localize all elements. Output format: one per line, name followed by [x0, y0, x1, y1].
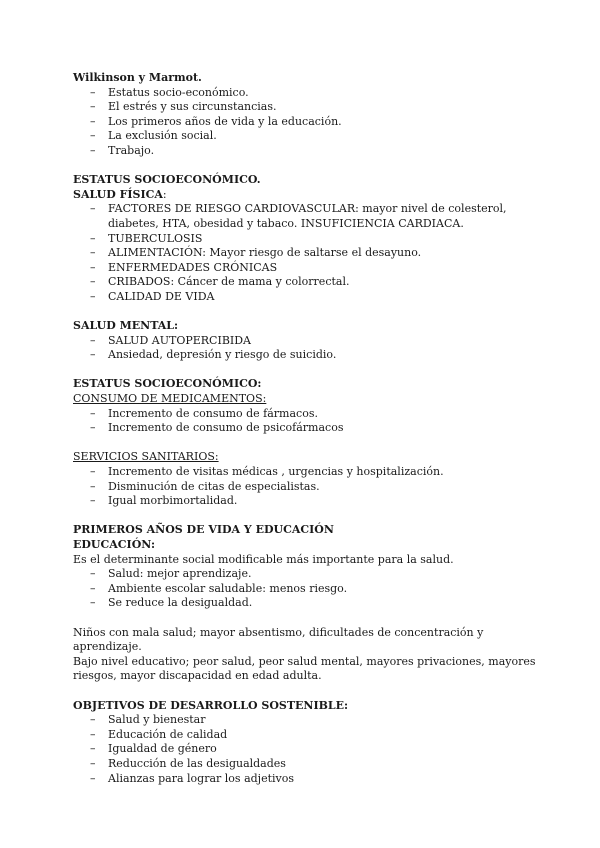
- ods-list: [73, 713, 540, 786]
- list-item: – Salud: mejor aprendizaje.: [90, 567, 252, 581]
- list-item: – Alianzas para lograr los adjetivos: [90, 771, 295, 785]
- list-item: – Los primeros años de vida y la educación.: [90, 114, 342, 128]
- list-item: – SALUD AUTOPERCIBIDA: [90, 333, 252, 347]
- subheading-educacion: EDUCACIÓN:: [73, 538, 156, 551]
- list-item: – Ambiente escolar saludable: menos riesgo.: [90, 581, 348, 595]
- dash-marker: –: [90, 567, 96, 581]
- dash-marker: –: [90, 742, 96, 756]
- dash-marker: –: [90, 289, 96, 303]
- subheading-servicios-sanitarios: SERVICIOS SANITARIOS:: [73, 450, 219, 464]
- list-item: – Incremento de consumo de fármacos.: [90, 406, 318, 420]
- dash-marker: –: [90, 727, 96, 741]
- educacion-list: [73, 567, 540, 611]
- list-item: – Igual morbimortalidad.: [90, 494, 238, 508]
- paragraph-bajo-nivel: Bajo nivel educativo; peor salud, peor salud mental, mayores privaciones, mayores riesgos, mayor discapacidad en edad adulta.: [73, 654, 536, 683]
- dash-marker: –: [90, 756, 96, 770]
- list-item: – TUBERCULOSIS: [90, 231, 203, 245]
- dash-marker: –: [90, 100, 96, 114]
- list-item: – FACTORES DE RIESGO CARDIOVASCULAR: mayor nivel de colesterol, diabetes, HTA, obesidad y tabaco. INSUFICIENCIA CARDIACA.: [90, 202, 507, 230]
- medicamentos-list: [73, 407, 540, 436]
- list-item: – Ansiedad, depresión y riesgo de suicidio.: [90, 348, 337, 362]
- list-item: – Incremento de visitas médicas , urgencias y hospitalización.: [90, 465, 444, 479]
- dash-marker: –: [90, 85, 96, 99]
- list-item: – El estrés y sus circunstancias.: [90, 100, 277, 114]
- dash-marker: –: [90, 246, 96, 260]
- dash-marker: –: [90, 348, 96, 362]
- paragraph-ninos: Niños con mala salud; mayor absentismo, dificultades de concentración y aprendizaje.: [73, 625, 484, 654]
- dash-marker: –: [90, 114, 96, 128]
- dash-marker: –: [90, 333, 96, 347]
- salud-mental-list: [73, 334, 540, 363]
- dash-marker: –: [90, 143, 96, 157]
- list-item: – Incremento de consumo de psicofármacos: [90, 421, 344, 435]
- list-item: – Salud y bienestar: [90, 713, 206, 727]
- section-heading-primeros-anos: PRIMEROS AÑOS DE VIDA Y EDUCACIÓN: [73, 523, 334, 537]
- dash-marker: –: [90, 465, 96, 479]
- list-item: – CALIDAD DE VIDA: [90, 289, 215, 303]
- intro-title: Wilkinson y Marmot.: [73, 71, 202, 84]
- dash-marker: –: [90, 596, 96, 610]
- dash-marker: –: [90, 479, 96, 493]
- list-item: – La exclusión social.: [90, 129, 217, 143]
- section-heading-salud-mental: SALUD MENTAL:: [73, 319, 179, 333]
- list-item: – Igualdad de género: [90, 742, 217, 756]
- dash-marker: –: [90, 129, 96, 143]
- salud-fisica-list: [73, 202, 540, 304]
- section-heading-estatus-2: ESTATUS SOCIOECONÓMICO:: [73, 377, 262, 391]
- dash-marker: –: [90, 581, 96, 595]
- subheading-consumo-medicamentos: CONSUMO DE MEDICAMENTOS:: [73, 392, 267, 406]
- servicios-list: [73, 465, 540, 509]
- dash-marker: –: [90, 260, 96, 274]
- dash-marker: –: [90, 421, 96, 435]
- subheading-salud-fisica: SALUD FÍSICA:: [73, 187, 167, 201]
- dash-marker: –: [90, 275, 96, 289]
- list-item: – Educación de calidad: [90, 727, 228, 741]
- list-item: – CRIBADOS: Cáncer de mama y colorrectal.: [90, 275, 350, 289]
- dash-marker: –: [90, 231, 96, 245]
- list-item: – Disminución de citas de especialistas.: [90, 479, 320, 493]
- dash-marker: –: [90, 494, 96, 508]
- section-heading-ods: OBJETIVOS DE DESARROLLO SOSTENIBLE:: [73, 698, 349, 712]
- list-item: – Reducción de las desigualdades: [90, 756, 286, 770]
- section-heading-estatus: ESTATUS SOCIOECONÓMICO.: [73, 173, 261, 187]
- educacion-text: Es el determinante social modificable más importante para la salud.: [73, 552, 454, 566]
- list-item: – ALIMENTACIÓN: Mayor riesgo de saltarse el desayuno.: [90, 246, 422, 260]
- intro-list: [73, 86, 540, 159]
- dash-marker: –: [90, 406, 96, 420]
- list-item: – Se reduce la desigualdad.: [90, 596, 253, 610]
- list-item: – Trabajo.: [90, 143, 155, 157]
- list-item: – Estatus socio-económico.: [90, 85, 249, 99]
- dash-marker: –: [90, 771, 96, 785]
- list-item: – ENFERMEDADES CRÓNICAS: [90, 260, 278, 274]
- dash-marker: –: [90, 202, 96, 216]
- dash-marker: –: [90, 713, 96, 727]
